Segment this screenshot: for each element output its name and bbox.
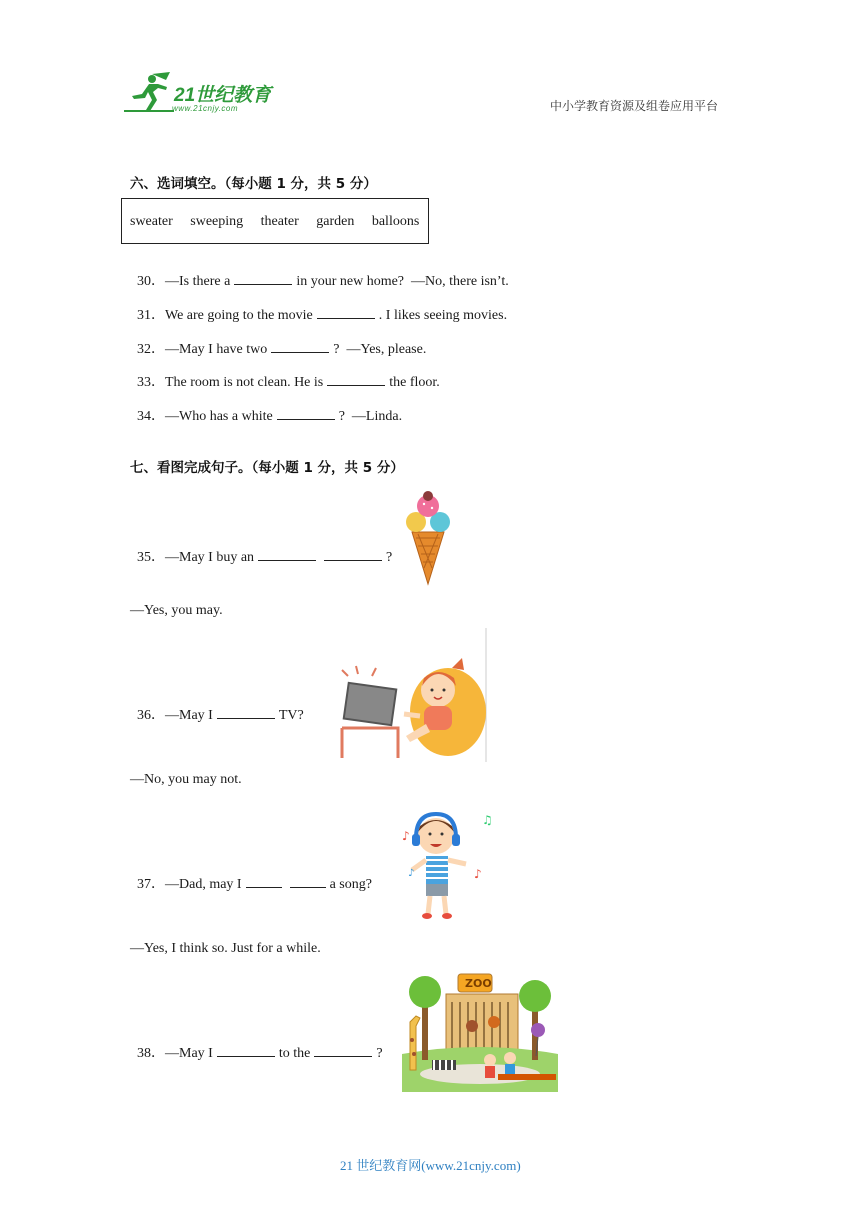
svg-text:♫: ♫ xyxy=(482,813,493,827)
word-bank-item: balloons xyxy=(371,214,420,229)
question-31: 31．We are going to the movie . I likes seeing movies. xyxy=(137,308,508,323)
question-35: 35．—May I buy an ? xyxy=(137,550,393,565)
question-32: 32．—May I have two ? —Yes, please. xyxy=(137,342,427,357)
header-logo xyxy=(122,70,292,114)
girl-watching-tv-icon xyxy=(336,628,488,762)
question-number: 37． xyxy=(137,877,165,892)
question-33: 33．The room is not clean. He is the floor. xyxy=(137,375,440,390)
answer-blank[interactable] xyxy=(234,272,292,285)
answer-blank[interactable] xyxy=(246,875,282,888)
question-number: 36． xyxy=(137,708,165,723)
question-number: 32． xyxy=(137,342,165,357)
answer-blank[interactable] xyxy=(324,548,382,561)
footer-text: 21 世纪教育网(www.21cnjy.com) xyxy=(340,1158,521,1173)
runner-logo-icon xyxy=(122,70,176,114)
answer-blank[interactable] xyxy=(290,875,326,888)
question-number: 38． xyxy=(137,1046,165,1061)
question-number: 33． xyxy=(137,375,165,390)
svg-text:ZOO: ZOO xyxy=(465,977,492,990)
answer-blank[interactable] xyxy=(277,407,335,420)
word-bank-item: theater xyxy=(260,214,299,229)
section-6-title: 六、选词填空。（每小题 1 分，共 5 分） xyxy=(130,176,377,192)
answer-blank[interactable] xyxy=(217,706,275,719)
question-number: 34． xyxy=(137,409,165,424)
question-36: 36．—May I TV? xyxy=(137,708,304,723)
question-37: 37．—Dad, may I a song? xyxy=(137,877,372,892)
word-bank-item: garden xyxy=(316,214,355,229)
question-number: 35． xyxy=(137,550,165,565)
boy-singing-icon xyxy=(398,806,494,922)
question-30: 30．—Is there a in your new home? —No, there isn’t. xyxy=(137,274,509,289)
question-number: 31． xyxy=(137,308,165,323)
answer-blank[interactable] xyxy=(258,548,316,561)
answer-36: —No, you may not. xyxy=(130,772,242,787)
answer-blank[interactable] xyxy=(314,1044,372,1057)
answer-blank[interactable] xyxy=(317,306,375,319)
answer-blank[interactable] xyxy=(271,340,329,353)
svg-text:♪: ♪ xyxy=(474,867,482,881)
answer-37: —Yes, I think so. Just for a while. xyxy=(130,941,321,956)
svg-text:♪: ♪ xyxy=(408,868,415,879)
logo-url: www.21cnjy.com xyxy=(172,104,238,113)
word-bank xyxy=(121,198,429,244)
answer-blank[interactable] xyxy=(327,373,385,386)
word-bank-item: sweeping xyxy=(190,214,244,229)
word-bank-item: sweater xyxy=(130,214,173,229)
answer-35: —Yes, you may. xyxy=(130,603,223,618)
answer-blank[interactable] xyxy=(217,1044,275,1057)
question-38: 38．—May I to the ? xyxy=(137,1046,383,1061)
svg-text:♪: ♪ xyxy=(402,829,410,843)
question-34: 34．—Who has a white ? —Linda. xyxy=(137,409,403,424)
question-number: 30． xyxy=(137,274,165,289)
ice-cream-icon xyxy=(402,488,454,586)
logo-text: 21世纪教育 xyxy=(174,85,272,106)
zoo-scene-icon xyxy=(402,970,558,1092)
header-platform-text: 中小学教育资源及组卷应用平台 xyxy=(550,99,719,113)
section-7-title: 七、看图完成句子。（每小题 1 分，共 5 分） xyxy=(130,460,404,476)
